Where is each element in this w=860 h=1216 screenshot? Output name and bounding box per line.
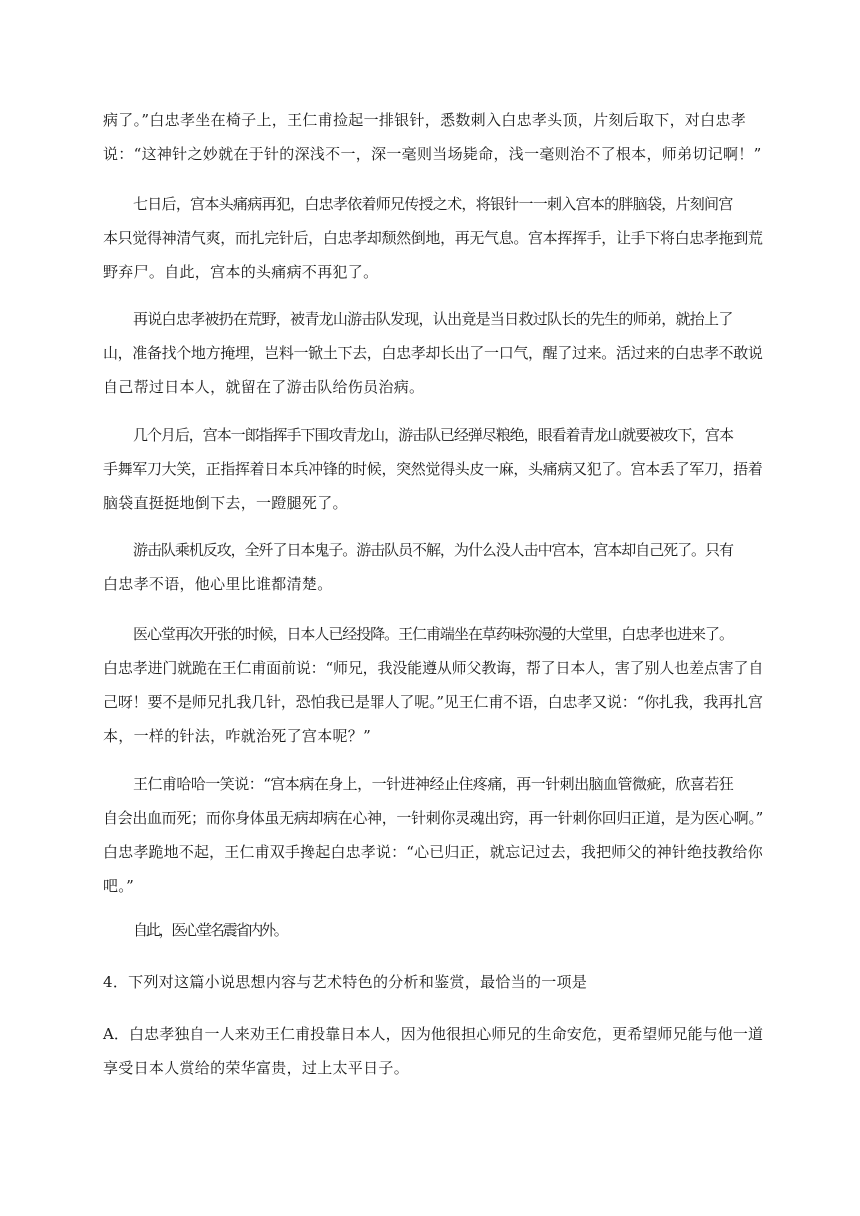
- question-stem: [103, 965, 763, 999]
- text-line: 王仁甫哈哈一笑说：“宫本病在身上，一针进神经止住疼痛，再一针刺出脑血管微疵，欣喜若狂: [133, 775, 734, 793]
- text-line: 说：“这神针之妙就在于针的深浅不一，深一毫则当场毙命，浅一毫则治不了根本，师弟切记啊！”: [103, 145, 762, 163]
- text-line: 白忠孝进门就跪在王仁甫面前说：“师兄，我没能遵从师父教诲，帮了日本人，害了别人也差点害了自: [103, 659, 764, 677]
- text-line: 七日后，宫本头痛病再犯，白忠孝依着师兄传授之术，将银针一一刺入宫本的胖脑袋，片刻间宫: [133, 195, 733, 213]
- text-line: 游击队乘机反攻，全歼了日本鬼子。游击队员不解，为什么没人击中宫本，宫本却自己死了。只有: [133, 541, 733, 559]
- paragraph-8: [103, 913, 763, 947]
- text-line: 本只觉得神清气爽，而扎完针后，白忠孝却颓然倒地，再无气息。宫本挥挥手，让手下将白忠孝拖到荒: [103, 229, 763, 247]
- text-line: 病了。”白忠孝坐在椅子上，王仁甫捡起一排银针，悉数刺入白忠孝头顶，片刻后取下，对白忠孝: [103, 111, 747, 129]
- text-line: 山，准备找个地方掩埋，岂料一锨土下去，白忠孝却长出了一口气，醒了过来。活过来的白忠孝不敢说: [103, 344, 763, 362]
- text-line: 本，一样的针法，咋就治死了宫本呢？”: [103, 727, 372, 745]
- text-line: 几个月后，宫本一郎指挥手下围攻青龙山，游击队已经弹尽粮绝，眼看着青龙山就要被攻下，宫本: [133, 426, 733, 444]
- paragraph-4: [103, 418, 763, 520]
- option-a-line: 享受日本人赏给的荣华富贵，过上太平日子。: [103, 1059, 410, 1077]
- text-line: 再说白忠孝被扔在荒野，被青龙山游击队发现，认出竟是当日救过队长的先生的师弟，就抬上了: [133, 310, 733, 328]
- text-line: 白忠孝不语，他心里比谁都清楚。: [103, 575, 333, 593]
- text-line: 吧。”: [103, 877, 135, 895]
- paragraph-2: [103, 187, 763, 289]
- text-line: 己呀！要不是师兄扎我几针，恐怕我已是罪人了呢。”见王仁甫不语，白忠孝又说：“你扎我，我再扎宫: [103, 693, 763, 711]
- option-a: [103, 1017, 763, 1085]
- text-line: 自己帮过日本人，就留在了游击队给伤员治病。: [103, 378, 425, 396]
- text-line: 自此，医心堂名震省内外。: [133, 921, 287, 939]
- text-line: 医心堂再次开张的时候，日本人已经投降。王仁甫端坐在草药味弥漫的大堂里，白忠孝也进来了。: [133, 625, 733, 643]
- text-line: 手舞军刀大笑，正指挥着日本兵冲锋的时候，突然觉得头皮一麻，头痛病又犯了。宫本丢了军刀，捂着: [103, 460, 763, 478]
- paragraph-5: [103, 533, 763, 601]
- text-line: 脑袋直挺挺地倒下去，一蹬腿死了。: [103, 494, 348, 512]
- option-a-line: A．白忠孝独自一人来劝王仁甫投靠日本人，因为他很担心师兄的生命安危，更希望师兄能与他一道: [103, 1025, 764, 1043]
- paragraph-1: [103, 103, 763, 171]
- text-line: 自会出血而死；而你身体虽无病却病在心神，一针刺你灵魂出窍，再一针刺你回归正道，是为医心啊。”: [103, 809, 763, 827]
- paragraph-7: [103, 767, 763, 903]
- text-line: 白忠孝跪地不起，王仁甫双手搀起白忠孝说：“心已归正，就忘记过去，我把师父的神针绝技教给你: [103, 843, 763, 861]
- paragraph-6: [103, 617, 763, 753]
- question-4-text: 4．下列对这篇小说思想内容与艺术特色的分析和鉴赏，最恰当的一项是: [103, 973, 588, 991]
- paragraph-3: [103, 302, 763, 404]
- text-line: 野弃尸。自此，宫本的头痛病不再犯了。: [103, 263, 379, 281]
